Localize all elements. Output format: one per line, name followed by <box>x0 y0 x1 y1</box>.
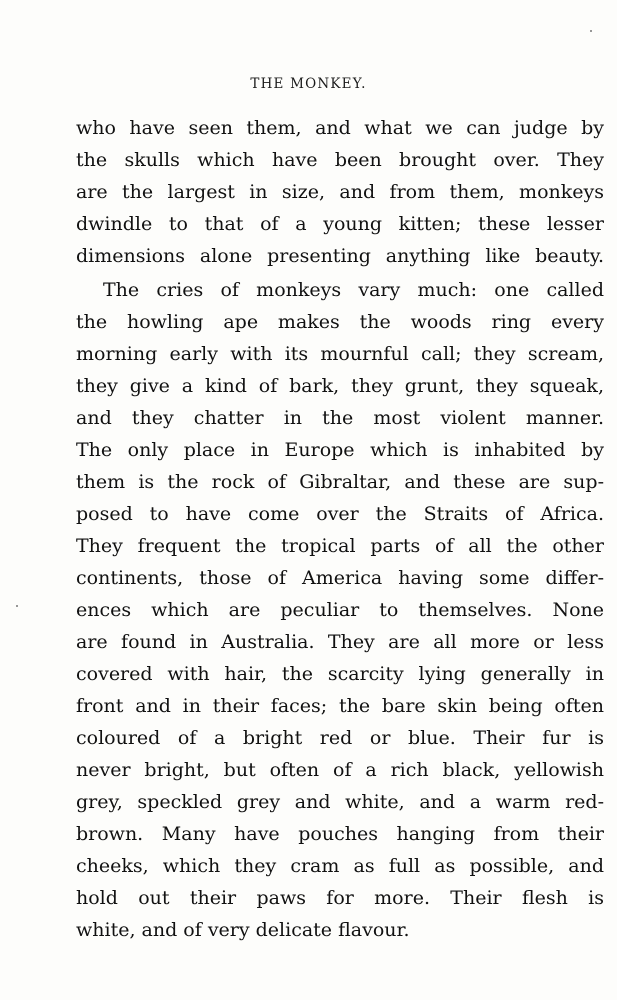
text-line: they give a kind of bark, they grunt, they squeak, <box>76 375 604 397</box>
text-line: who have seen them, and what we can judge by <box>76 117 604 139</box>
text-line: the skulls which have been brought over. They <box>76 149 604 171</box>
text-line: the howling ape makes the woods ring every <box>76 311 604 333</box>
text-line: morning early with its mournful call; they scream, <box>76 343 604 365</box>
text-line: are found in Australia. They are all more or less <box>76 631 604 653</box>
text-line: cheeks, which they cram as full as possible, and <box>76 855 604 877</box>
paragraph-first-line: The cries of monkeys vary much: one called <box>103 279 604 301</box>
paper-speck <box>590 30 592 32</box>
text-line: never bright, but often of a rich black, yellowish <box>76 759 604 781</box>
text-line: grey, speckled grey and white, and a warm red- <box>76 791 604 813</box>
text-line: hold out their paws for more. Their flesh is <box>76 887 604 909</box>
paragraph-last-line: white, and of very delicate flavour. <box>76 919 410 941</box>
text-line: are the largest in size, and from them, monkeys <box>76 181 604 203</box>
text-line: ences which are peculiar to themselves. None <box>76 599 604 621</box>
text-line: dimensions alone presenting anything like beauty. <box>76 245 604 267</box>
text-line: and they chatter in the most violent manner. <box>76 407 604 429</box>
text-line: posed to have come over the Straits of Africa. <box>76 503 604 525</box>
paper-speck <box>16 605 18 607</box>
text-line: them is the rock of Gibraltar, and these are sup- <box>76 471 604 493</box>
text-line: continents, those of America having some differ- <box>76 567 604 589</box>
text-line: covered with hair, the scarcity lying generally in <box>76 663 604 685</box>
text-line: front and in their faces; the bare skin being often <box>76 695 604 717</box>
text-line: dwindle to that of a young kitten; these lesser <box>76 213 604 235</box>
text-line: The only place in Europe which is inhabited by <box>76 439 604 461</box>
text-line: coloured of a bright red or blue. Their fur is <box>76 727 604 749</box>
text-line: brown. Many have pouches hanging from their <box>76 823 604 845</box>
running-head: THE MONKEY. <box>250 76 367 92</box>
text-line: They frequent the tropical parts of all the other <box>76 535 604 557</box>
